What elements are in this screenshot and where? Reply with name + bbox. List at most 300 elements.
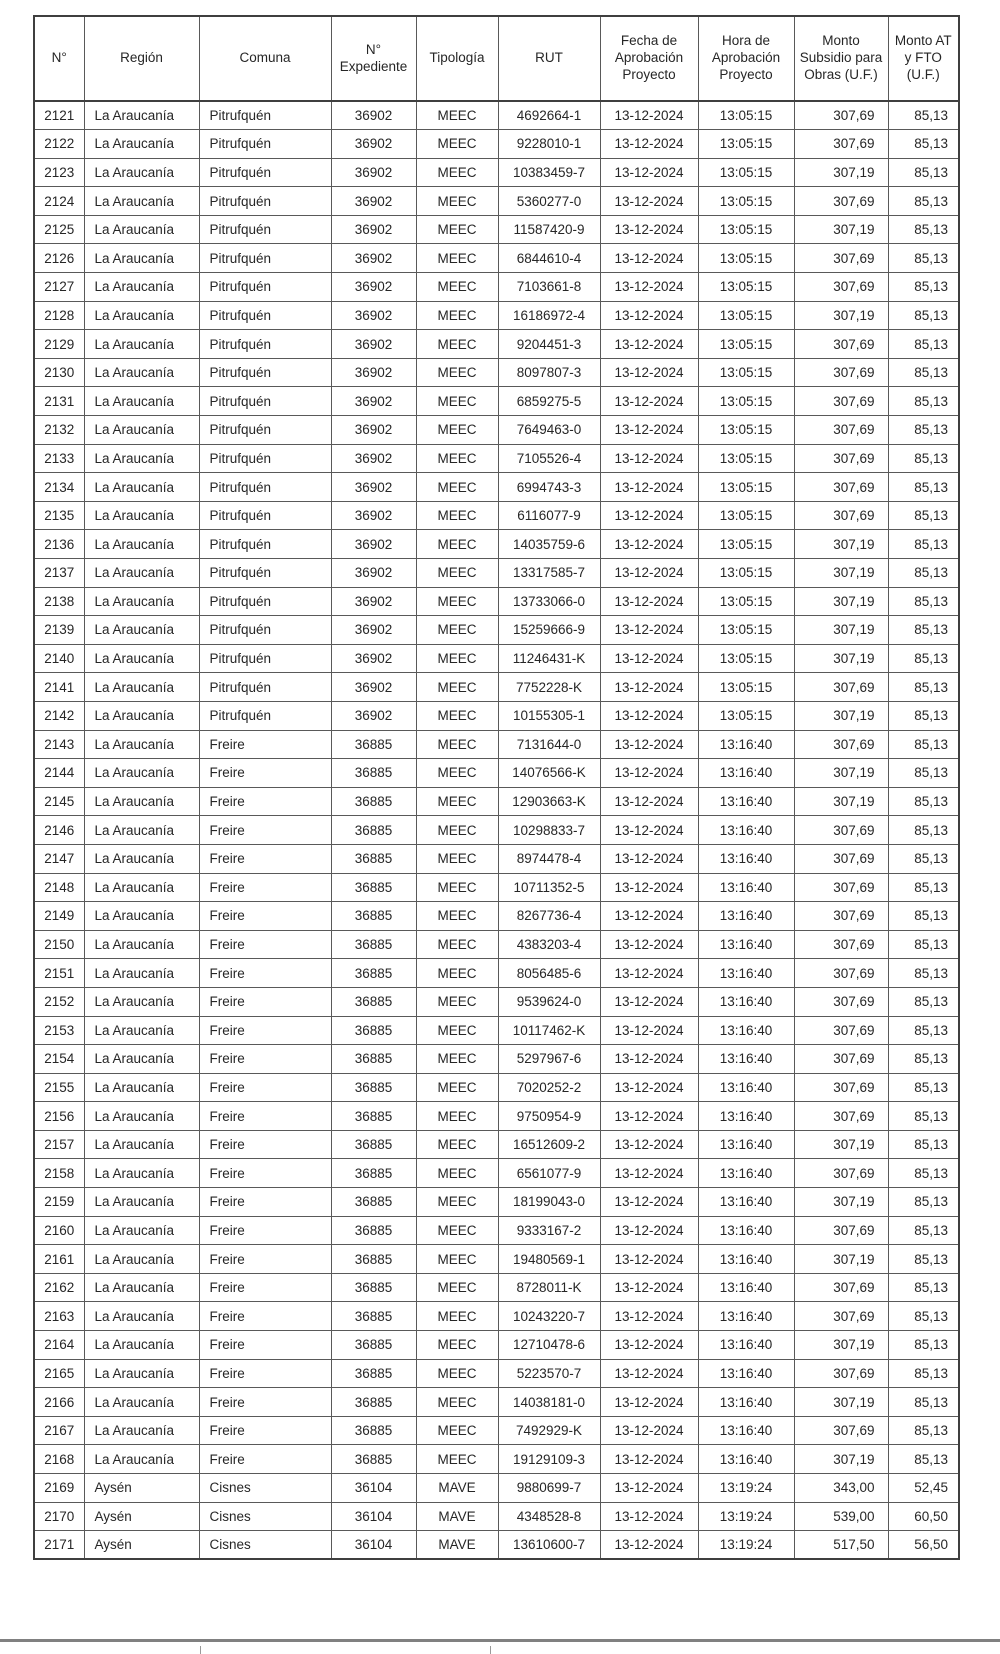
cell-hora: 13:16:40	[698, 816, 794, 845]
table-row	[34, 1216, 959, 1245]
cell-tipo: MEEC	[416, 101, 498, 130]
cell-comuna: Freire	[199, 1245, 331, 1274]
cell-rut: 7105526-4	[498, 444, 600, 473]
cell-tipo: MEEC	[416, 1045, 498, 1074]
cell-comuna: Freire	[199, 1073, 331, 1102]
cell-tipo: MEEC	[416, 559, 498, 588]
cell-hora: 13:05:15	[698, 358, 794, 387]
cell-hora: 13:05:15	[698, 587, 794, 616]
cell-msub: 307,69	[794, 873, 888, 902]
cell-exp: 36885	[331, 844, 416, 873]
cell-exp: 36885	[331, 1388, 416, 1417]
cell-hora: 13:16:40	[698, 1445, 794, 1474]
cell-fecha: 13-12-2024	[600, 616, 698, 645]
cell-mat: 85,13	[888, 1302, 959, 1331]
cell-tipo: MAVE	[416, 1531, 498, 1560]
cell-hora: 13:16:40	[698, 1302, 794, 1331]
cell-comuna: Pitrufquén	[199, 273, 331, 302]
cell-fecha: 13-12-2024	[600, 1331, 698, 1360]
cell-n: 2140	[34, 644, 84, 673]
cell-region: La Araucanía	[84, 616, 199, 645]
cell-mat: 85,13	[888, 530, 959, 559]
cell-exp: 36885	[331, 1130, 416, 1159]
cell-n: 2131	[34, 387, 84, 416]
cell-hora: 13:05:15	[698, 673, 794, 702]
cell-hora: 13:16:40	[698, 759, 794, 788]
cell-region: La Araucanía	[84, 244, 199, 273]
cell-region: La Araucanía	[84, 158, 199, 187]
cell-exp: 36885	[331, 759, 416, 788]
cell-rut: 11587420-9	[498, 215, 600, 244]
cell-msub: 307,69	[794, 244, 888, 273]
cell-fecha: 13-12-2024	[600, 730, 698, 759]
cell-region: La Araucanía	[84, 301, 199, 330]
cell-hora: 13:05:15	[698, 530, 794, 559]
cell-fecha: 13-12-2024	[600, 1045, 698, 1074]
table-row	[34, 130, 959, 159]
table-row	[34, 1130, 959, 1159]
cell-hora: 13:16:40	[698, 987, 794, 1016]
cell-fecha: 13-12-2024	[600, 1159, 698, 1188]
cell-exp: 36885	[331, 1445, 416, 1474]
table-row	[34, 1531, 959, 1560]
table-row	[34, 330, 959, 359]
cell-mat: 85,13	[888, 1359, 959, 1388]
cell-region: La Araucanía	[84, 816, 199, 845]
cell-tipo: MEEC	[416, 301, 498, 330]
table-row	[34, 215, 959, 244]
cell-msub: 307,69	[794, 1102, 888, 1131]
cell-n: 2160	[34, 1216, 84, 1245]
cell-exp: 36902	[331, 559, 416, 588]
cell-fecha: 13-12-2024	[600, 1302, 698, 1331]
cell-msub: 307,69	[794, 330, 888, 359]
cell-n: 2149	[34, 902, 84, 931]
cell-comuna: Freire	[199, 1359, 331, 1388]
table-row	[34, 1416, 959, 1445]
cell-fecha: 13-12-2024	[600, 273, 698, 302]
table-row	[34, 673, 959, 702]
table-row	[34, 1331, 959, 1360]
cell-tipo: MEEC	[416, 1130, 498, 1159]
cell-fecha: 13-12-2024	[600, 787, 698, 816]
cell-exp: 36902	[331, 501, 416, 530]
cell-mat: 85,13	[888, 158, 959, 187]
cell-tipo: MEEC	[416, 501, 498, 530]
cell-n: 2146	[34, 816, 84, 845]
cell-comuna: Freire	[199, 1302, 331, 1331]
table-row	[34, 1245, 959, 1274]
cell-hora: 13:16:40	[698, 873, 794, 902]
cell-hora: 13:16:40	[698, 1359, 794, 1388]
cell-mat: 85,13	[888, 844, 959, 873]
table-row	[34, 930, 959, 959]
cell-msub: 307,69	[794, 1302, 888, 1331]
cell-tipo: MEEC	[416, 1273, 498, 1302]
table-row	[34, 1045, 959, 1074]
cell-tipo: MEEC	[416, 358, 498, 387]
table-row	[34, 987, 959, 1016]
cell-rut: 10298833-7	[498, 816, 600, 845]
cell-exp: 36885	[331, 959, 416, 988]
cell-msub: 307,19	[794, 787, 888, 816]
cell-fecha: 13-12-2024	[600, 130, 698, 159]
cell-exp: 36885	[331, 873, 416, 902]
cell-mat: 85,13	[888, 444, 959, 473]
cell-rut: 12710478-6	[498, 1331, 600, 1360]
cell-mat: 85,13	[888, 759, 959, 788]
cell-region: La Araucanía	[84, 444, 199, 473]
cell-hora: 13:16:40	[698, 1216, 794, 1245]
cell-mat: 85,13	[888, 1073, 959, 1102]
table-row	[34, 1474, 959, 1503]
cell-comuna: Freire	[199, 930, 331, 959]
cell-msub: 307,69	[794, 844, 888, 873]
table-row	[34, 644, 959, 673]
cell-comuna: Freire	[199, 1216, 331, 1245]
cell-hora: 13:05:15	[698, 616, 794, 645]
cell-fecha: 13-12-2024	[600, 644, 698, 673]
cell-rut: 5297967-6	[498, 1045, 600, 1074]
table-row	[34, 1502, 959, 1531]
cell-fecha: 13-12-2024	[600, 244, 698, 273]
cell-hora: 13:16:40	[698, 1388, 794, 1417]
cell-tipo: MEEC	[416, 1416, 498, 1445]
cell-msub: 307,69	[794, 1159, 888, 1188]
cell-region: La Araucanía	[84, 1188, 199, 1217]
cell-mat: 85,13	[888, 416, 959, 445]
cell-exp: 36902	[331, 215, 416, 244]
cell-rut: 8974478-4	[498, 844, 600, 873]
cell-rut: 13610600-7	[498, 1531, 600, 1560]
cell-region: La Araucanía	[84, 1073, 199, 1102]
cell-comuna: Cisnes	[199, 1502, 331, 1531]
cell-n: 2137	[34, 559, 84, 588]
next-table-column-divider	[200, 1646, 201, 1654]
cell-n: 2153	[34, 1016, 84, 1045]
cell-n: 2124	[34, 187, 84, 216]
cell-region: La Araucanía	[84, 130, 199, 159]
cell-fecha: 13-12-2024	[600, 187, 698, 216]
cell-tipo: MEEC	[416, 930, 498, 959]
cell-comuna: Freire	[199, 1445, 331, 1474]
cell-comuna: Freire	[199, 844, 331, 873]
table-row	[34, 701, 959, 730]
cell-fecha: 13-12-2024	[600, 1216, 698, 1245]
cell-mat: 85,13	[888, 1445, 959, 1474]
cell-n: 2165	[34, 1359, 84, 1388]
table-row	[34, 844, 959, 873]
cell-mat: 85,13	[888, 1188, 959, 1217]
subsidy-approval-table	[33, 15, 960, 1560]
cell-comuna: Pitrufquén	[199, 101, 331, 130]
cell-hora: 13:16:40	[698, 930, 794, 959]
cell-comuna: Freire	[199, 987, 331, 1016]
cell-comuna: Freire	[199, 1416, 331, 1445]
cell-rut: 5223570-7	[498, 1359, 600, 1388]
table-row	[34, 358, 959, 387]
cell-tipo: MEEC	[416, 187, 498, 216]
cell-n: 2156	[34, 1102, 84, 1131]
cell-n: 2133	[34, 444, 84, 473]
cell-fecha: 13-12-2024	[600, 444, 698, 473]
cell-mat: 85,13	[888, 273, 959, 302]
cell-exp: 36902	[331, 330, 416, 359]
cell-hora: 13:05:15	[698, 644, 794, 673]
cell-region: La Araucanía	[84, 930, 199, 959]
cell-rut: 7131644-0	[498, 730, 600, 759]
cell-n: 2143	[34, 730, 84, 759]
cell-comuna: Pitrufquén	[199, 416, 331, 445]
cell-hora: 13:19:24	[698, 1531, 794, 1560]
cell-fecha: 13-12-2024	[600, 816, 698, 845]
cell-mat: 85,13	[888, 1216, 959, 1245]
cell-tipo: MEEC	[416, 1245, 498, 1274]
cell-exp: 36885	[331, 1273, 416, 1302]
cell-region: La Araucanía	[84, 644, 199, 673]
cell-tipo: MEEC	[416, 158, 498, 187]
table-row	[34, 530, 959, 559]
cell-n: 2169	[34, 1474, 84, 1503]
cell-tipo: MEEC	[416, 587, 498, 616]
cell-rut: 7103661-8	[498, 273, 600, 302]
cell-rut: 9880699-7	[498, 1474, 600, 1503]
cell-msub: 307,69	[794, 673, 888, 702]
cell-comuna: Pitrufquén	[199, 616, 331, 645]
cell-comuna: Pitrufquén	[199, 444, 331, 473]
cell-region: La Araucanía	[84, 844, 199, 873]
cell-region: La Araucanía	[84, 673, 199, 702]
cell-tipo: MEEC	[416, 1331, 498, 1360]
cell-comuna: Pitrufquén	[199, 644, 331, 673]
cell-region: La Araucanía	[84, 959, 199, 988]
cell-n: 2126	[34, 244, 84, 273]
table-row	[34, 301, 959, 330]
cell-rut: 8097807-3	[498, 358, 600, 387]
cell-msub: 307,19	[794, 301, 888, 330]
cell-rut: 11246431-K	[498, 644, 600, 673]
cell-comuna: Pitrufquén	[199, 587, 331, 616]
cell-exp: 36902	[331, 673, 416, 702]
cell-hora: 13:05:15	[698, 301, 794, 330]
cell-rut: 9750954-9	[498, 1102, 600, 1131]
cell-rut: 14076566-K	[498, 759, 600, 788]
cell-mat: 85,13	[888, 1016, 959, 1045]
cell-msub: 307,19	[794, 215, 888, 244]
table-row	[34, 387, 959, 416]
cell-tipo: MEEC	[416, 701, 498, 730]
cell-mat: 85,13	[888, 1130, 959, 1159]
cell-fecha: 13-12-2024	[600, 902, 698, 931]
cell-rut: 19129109-3	[498, 1445, 600, 1474]
cell-exp: 36902	[331, 301, 416, 330]
cell-region: La Araucanía	[84, 387, 199, 416]
cell-hora: 13:16:40	[698, 1273, 794, 1302]
cell-n: 2167	[34, 1416, 84, 1445]
cell-n: 2128	[34, 301, 84, 330]
table-row	[34, 1159, 959, 1188]
table-row	[34, 1445, 959, 1474]
cell-mat: 85,13	[888, 587, 959, 616]
cell-comuna: Freire	[199, 1045, 331, 1074]
cell-rut: 4692664-1	[498, 101, 600, 130]
cell-n: 2132	[34, 416, 84, 445]
cell-n: 2162	[34, 1273, 84, 1302]
cell-fecha: 13-12-2024	[600, 1416, 698, 1445]
cell-n: 2159	[34, 1188, 84, 1217]
cell-exp: 36885	[331, 902, 416, 931]
cell-tipo: MEEC	[416, 673, 498, 702]
cell-region: Aysén	[84, 1531, 199, 1560]
cell-rut: 10117462-K	[498, 1016, 600, 1045]
cell-hora: 13:16:40	[698, 1045, 794, 1074]
cell-tipo: MEEC	[416, 1016, 498, 1045]
cell-fecha: 13-12-2024	[600, 1073, 698, 1102]
cell-comuna: Freire	[199, 730, 331, 759]
cell-region: La Araucanía	[84, 215, 199, 244]
cell-region: La Araucanía	[84, 1045, 199, 1074]
cell-exp: 36885	[331, 930, 416, 959]
cell-tipo: MAVE	[416, 1502, 498, 1531]
cell-mat: 85,13	[888, 959, 959, 988]
cell-msub: 307,69	[794, 902, 888, 931]
cell-fecha: 13-12-2024	[600, 1188, 698, 1217]
cell-region: La Araucanía	[84, 701, 199, 730]
cell-fecha: 13-12-2024	[600, 844, 698, 873]
cell-fecha: 13-12-2024	[600, 930, 698, 959]
header-cell-monto-at: Monto AT y FTO (U.F.)	[888, 16, 959, 101]
cell-tipo: MEEC	[416, 730, 498, 759]
cell-region: La Araucanía	[84, 1445, 199, 1474]
cell-msub: 307,19	[794, 530, 888, 559]
cell-mat: 85,13	[888, 1159, 959, 1188]
cell-msub: 307,19	[794, 1130, 888, 1159]
cell-mat: 85,13	[888, 673, 959, 702]
cell-hora: 13:05:15	[698, 187, 794, 216]
cell-tipo: MEEC	[416, 1388, 498, 1417]
cell-mat: 85,13	[888, 1416, 959, 1445]
cell-comuna: Pitrufquén	[199, 301, 331, 330]
cell-rut: 6561077-9	[498, 1159, 600, 1188]
cell-msub: 307,69	[794, 187, 888, 216]
cell-exp: 36885	[331, 1102, 416, 1131]
next-table-top-border	[0, 1639, 1000, 1642]
cell-comuna: Freire	[199, 959, 331, 988]
cell-hora: 13:05:15	[698, 387, 794, 416]
cell-n: 2141	[34, 673, 84, 702]
cell-region: La Araucanía	[84, 1130, 199, 1159]
cell-comuna: Pitrufquén	[199, 130, 331, 159]
cell-n: 2145	[34, 787, 84, 816]
cell-hora: 13:16:40	[698, 1102, 794, 1131]
cell-hora: 13:05:15	[698, 444, 794, 473]
cell-rut: 5360277-0	[498, 187, 600, 216]
cell-n: 2171	[34, 1531, 84, 1560]
cell-exp: 36885	[331, 1359, 416, 1388]
cell-mat: 60,50	[888, 1502, 959, 1531]
cell-region: La Araucanía	[84, 759, 199, 788]
cell-mat: 85,13	[888, 559, 959, 588]
cell-mat: 85,13	[888, 215, 959, 244]
cell-mat: 85,13	[888, 644, 959, 673]
cell-msub: 307,19	[794, 701, 888, 730]
cell-msub: 307,69	[794, 387, 888, 416]
cell-msub: 307,69	[794, 1073, 888, 1102]
cell-n: 2142	[34, 701, 84, 730]
cell-comuna: Pitrufquén	[199, 187, 331, 216]
cell-rut: 10243220-7	[498, 1302, 600, 1331]
cell-rut: 9228010-1	[498, 130, 600, 159]
cell-fecha: 13-12-2024	[600, 1388, 698, 1417]
cell-comuna: Freire	[199, 1130, 331, 1159]
cell-msub: 307,69	[794, 816, 888, 845]
cell-region: La Araucanía	[84, 787, 199, 816]
cell-region: La Araucanía	[84, 273, 199, 302]
cell-tipo: MEEC	[416, 873, 498, 902]
cell-hora: 13:16:40	[698, 844, 794, 873]
table-row	[34, 1388, 959, 1417]
cell-comuna: Pitrufquén	[199, 158, 331, 187]
cell-mat: 85,13	[888, 616, 959, 645]
table-row	[34, 473, 959, 502]
table-row	[34, 501, 959, 530]
cell-msub: 343,00	[794, 1474, 888, 1503]
cell-tipo: MEEC	[416, 1302, 498, 1331]
cell-comuna: Freire	[199, 1159, 331, 1188]
cell-comuna: Pitrufquén	[199, 673, 331, 702]
cell-region: La Araucanía	[84, 1016, 199, 1045]
cell-comuna: Freire	[199, 787, 331, 816]
cell-hora: 13:05:15	[698, 501, 794, 530]
cell-fecha: 13-12-2024	[600, 1130, 698, 1159]
cell-fecha: 13-12-2024	[600, 1245, 698, 1274]
cell-region: La Araucanía	[84, 1245, 199, 1274]
cell-rut: 10383459-7	[498, 158, 600, 187]
cell-n: 2163	[34, 1302, 84, 1331]
cell-mat: 85,13	[888, 501, 959, 530]
cell-msub: 307,69	[794, 1216, 888, 1245]
cell-mat: 85,13	[888, 1331, 959, 1360]
cell-fecha: 13-12-2024	[600, 1102, 698, 1131]
cell-tipo: MEEC	[416, 1445, 498, 1474]
cell-exp: 36885	[331, 1245, 416, 1274]
cell-exp: 36885	[331, 1416, 416, 1445]
cell-exp: 36104	[331, 1531, 416, 1560]
cell-hora: 13:05:15	[698, 158, 794, 187]
cell-exp: 36902	[331, 644, 416, 673]
cell-hora: 13:05:15	[698, 130, 794, 159]
cell-tipo: MEEC	[416, 902, 498, 931]
cell-fecha: 13-12-2024	[600, 1359, 698, 1388]
cell-comuna: Freire	[199, 1102, 331, 1131]
cell-exp: 36885	[331, 1016, 416, 1045]
cell-rut: 16512609-2	[498, 1130, 600, 1159]
cell-n: 2122	[34, 130, 84, 159]
cell-mat: 56,50	[888, 1531, 959, 1560]
cell-region: La Araucanía	[84, 501, 199, 530]
table-row	[34, 1188, 959, 1217]
table-row	[34, 730, 959, 759]
header-cell-tipologia: Tipología	[416, 16, 498, 101]
cell-rut: 18199043-0	[498, 1188, 600, 1217]
table-row	[34, 587, 959, 616]
cell-exp: 36885	[331, 1216, 416, 1245]
cell-tipo: MEEC	[416, 1188, 498, 1217]
cell-rut: 19480569-1	[498, 1245, 600, 1274]
cell-mat: 85,13	[888, 1388, 959, 1417]
cell-tipo: MEEC	[416, 473, 498, 502]
table-row	[34, 873, 959, 902]
